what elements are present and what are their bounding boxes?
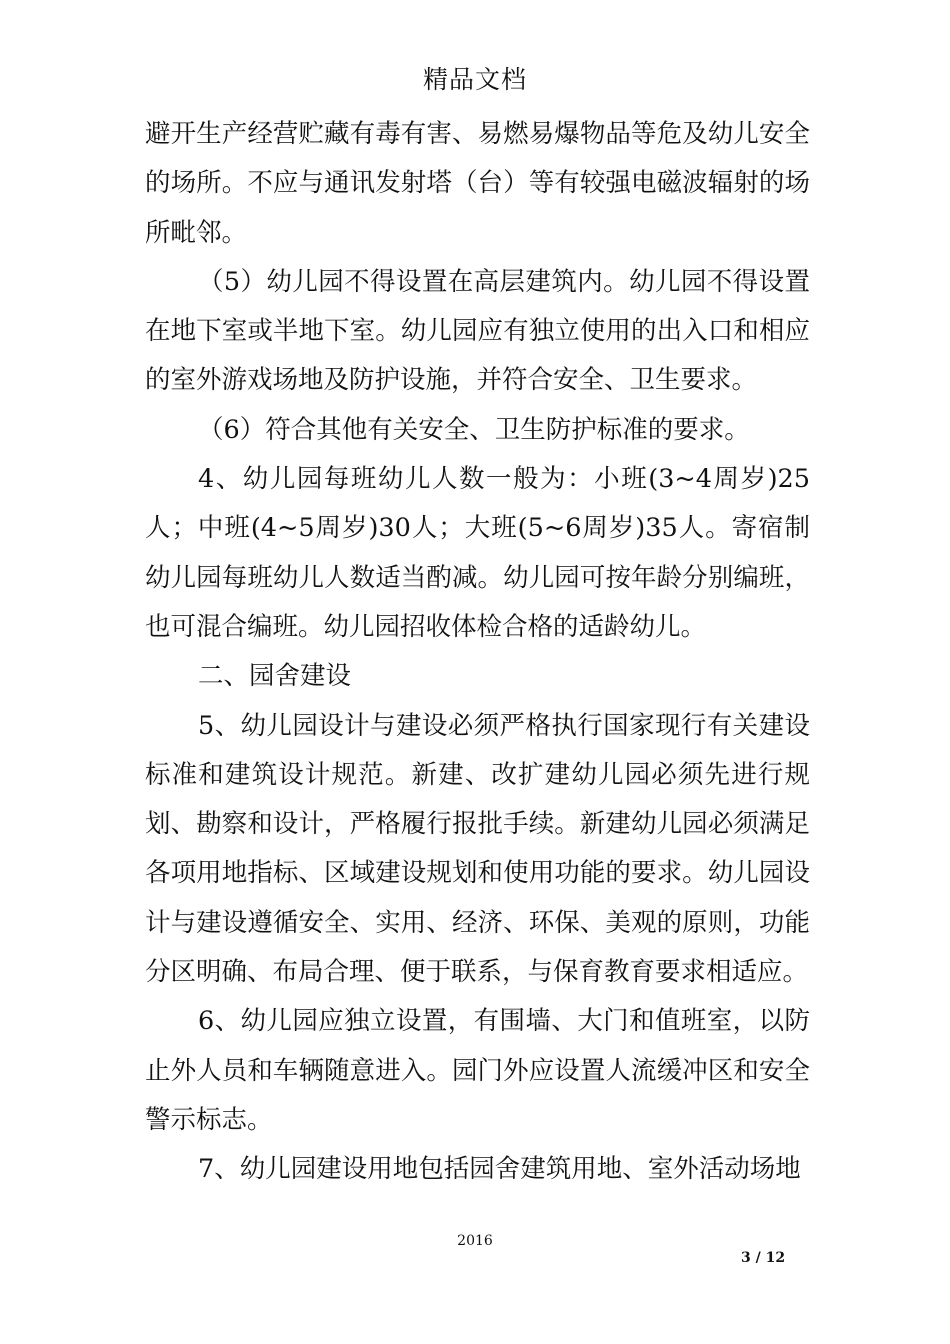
section-heading: 二、园舍建设 bbox=[198, 661, 352, 692]
paragraph-article-6: 6、幼儿园应独立设置，有围墙、大门和值班室，以防止外人员和车辆随意进入。园门外应设置人流缓冲区和安全警示标志。 bbox=[145, 1006, 810, 1135]
paragraph-continuation: 避开生产经营贮藏有毒有害、易燃易爆物品等危及幼儿安全的场所。不应与通讯发射塔（台）等有较强电磁波辐射的场所毗邻。 bbox=[145, 119, 810, 248]
paragraph-article-4: 4、幼儿园每班幼儿人数一般为：小班(3~4周岁)25人；中班(4~5周岁)30人；大班(5~6周岁)35人。寄宿制幼儿园每班幼儿人数适当酌减。幼儿园可按年龄分别编班，也可混合编班。幼儿园招收体检合格的适龄幼儿。 bbox=[145, 464, 810, 642]
page-header-title: 精品文档 bbox=[422, 65, 527, 94]
paragraph-item-6: （6）符合其他有关安全、卫生防护标准的要求。 bbox=[198, 414, 750, 445]
page-number: 3 / 12 bbox=[741, 1250, 786, 1266]
paragraph-item-5: （5）幼儿园不得设置在高层建筑内。幼儿园不得设置在地下室或半地下室。幼儿园应有独立使用的出入口和相应的室外游戏场地及防护设施，并符合安全、卫生要求。 bbox=[145, 266, 810, 396]
document-body bbox=[145, 110, 810, 1195]
footer-year: 2016 bbox=[457, 1233, 493, 1249]
paragraph-article-7: 7、幼儿园建设用地包括园舍建筑用地、室外活动场地 bbox=[198, 1154, 801, 1185]
paragraph-article-5: 5、幼儿园设计与建设必须严格执行国家现行有关建设标准和建筑设计规范。新建、改扩建幼儿园必须先进行规划、勘察和设计，严格履行报批手续。新建幼儿园必须满足各项用地指标、区域建设规划和使用功能的要求。幼儿园设计与建设遵循安全、实用、经济、环保、美观的原则，功能分区明确、布局合理、便于联系，与保育教育要求相适应。 bbox=[145, 710, 810, 988]
